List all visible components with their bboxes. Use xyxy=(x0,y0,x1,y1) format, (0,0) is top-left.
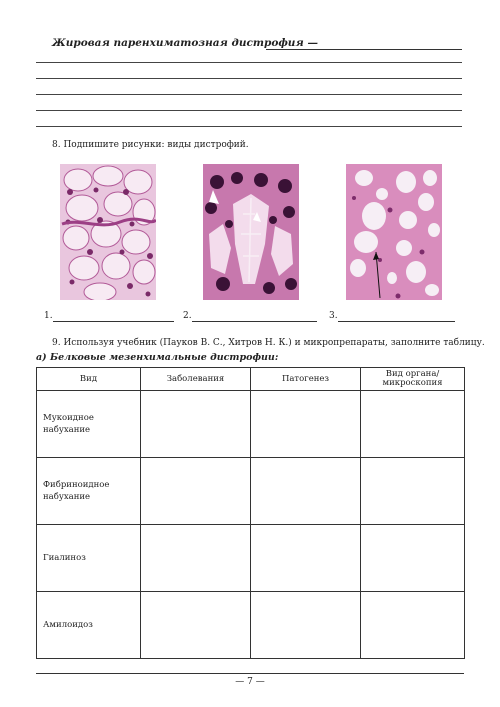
answer-line[interactable] xyxy=(36,110,462,111)
heading-answer-line[interactable] xyxy=(266,49,462,50)
caption-answer-line[interactable] xyxy=(53,321,174,322)
row-label: Фибриноидное набухание xyxy=(37,458,141,525)
answer-cell[interactable] xyxy=(361,592,465,659)
micrograph-1 xyxy=(60,164,156,300)
caption-number: 1. xyxy=(44,311,53,321)
caption-answer-line[interactable] xyxy=(338,321,455,322)
row-label: Амилоидоз xyxy=(37,592,141,659)
answer-cell[interactable] xyxy=(361,458,465,525)
question-9: 9. Используя учебник (Пауков В. С., Хитров Н. К.) и микропрепараты, заполните таблицу. xyxy=(52,338,485,348)
answer-cell[interactable] xyxy=(251,592,361,659)
header-type: Вид xyxy=(37,368,141,391)
header-pathogenesis: Патогенез xyxy=(251,368,361,391)
section-heading: Жировая паренхиматозная дистрофия — xyxy=(52,37,318,49)
row-label: Гиалиноз xyxy=(37,525,141,592)
answer-cell[interactable] xyxy=(141,592,251,659)
footer-divider xyxy=(36,673,464,674)
answer-line[interactable] xyxy=(36,126,462,127)
caption-number: 3. xyxy=(329,311,338,321)
subsection-title: а) Белковые мезенхимальные дистрофии: xyxy=(36,352,279,363)
answer-line[interactable] xyxy=(36,62,462,63)
heading-line xyxy=(52,36,462,54)
table-row xyxy=(37,592,465,659)
answer-line[interactable] xyxy=(36,94,462,95)
answer-cell[interactable] xyxy=(141,391,251,458)
micrograph-3 xyxy=(346,164,442,300)
row-label: Мукоидное набухание xyxy=(37,391,141,458)
caption-2 xyxy=(183,311,317,325)
answer-cell[interactable] xyxy=(361,525,465,592)
answer-line[interactable] xyxy=(36,78,462,79)
question-8: 8. Подпишите рисунки: виды дистрофий. xyxy=(52,140,249,150)
answer-cell[interactable] xyxy=(361,391,465,458)
caption-1 xyxy=(44,311,174,325)
caption-3 xyxy=(329,311,455,325)
answer-cell[interactable] xyxy=(251,391,361,458)
caption-answer-line[interactable] xyxy=(192,321,317,322)
header-diseases: Заболевания xyxy=(141,368,251,391)
page-number: — 7 — xyxy=(235,677,265,687)
table-row xyxy=(37,458,465,525)
answer-cell[interactable] xyxy=(141,525,251,592)
answer-cell[interactable] xyxy=(251,525,361,592)
table-row xyxy=(37,391,465,458)
answer-cell[interactable] xyxy=(141,458,251,525)
dystrophy-table xyxy=(36,367,465,659)
caption-number: 2. xyxy=(183,311,192,321)
table-header-row xyxy=(37,368,465,391)
micrograph-2 xyxy=(203,164,299,300)
answer-cell[interactable] xyxy=(251,458,361,525)
header-organ-microscopy: Вид органа/ микроскопия xyxy=(361,368,465,391)
table-row xyxy=(37,525,465,592)
